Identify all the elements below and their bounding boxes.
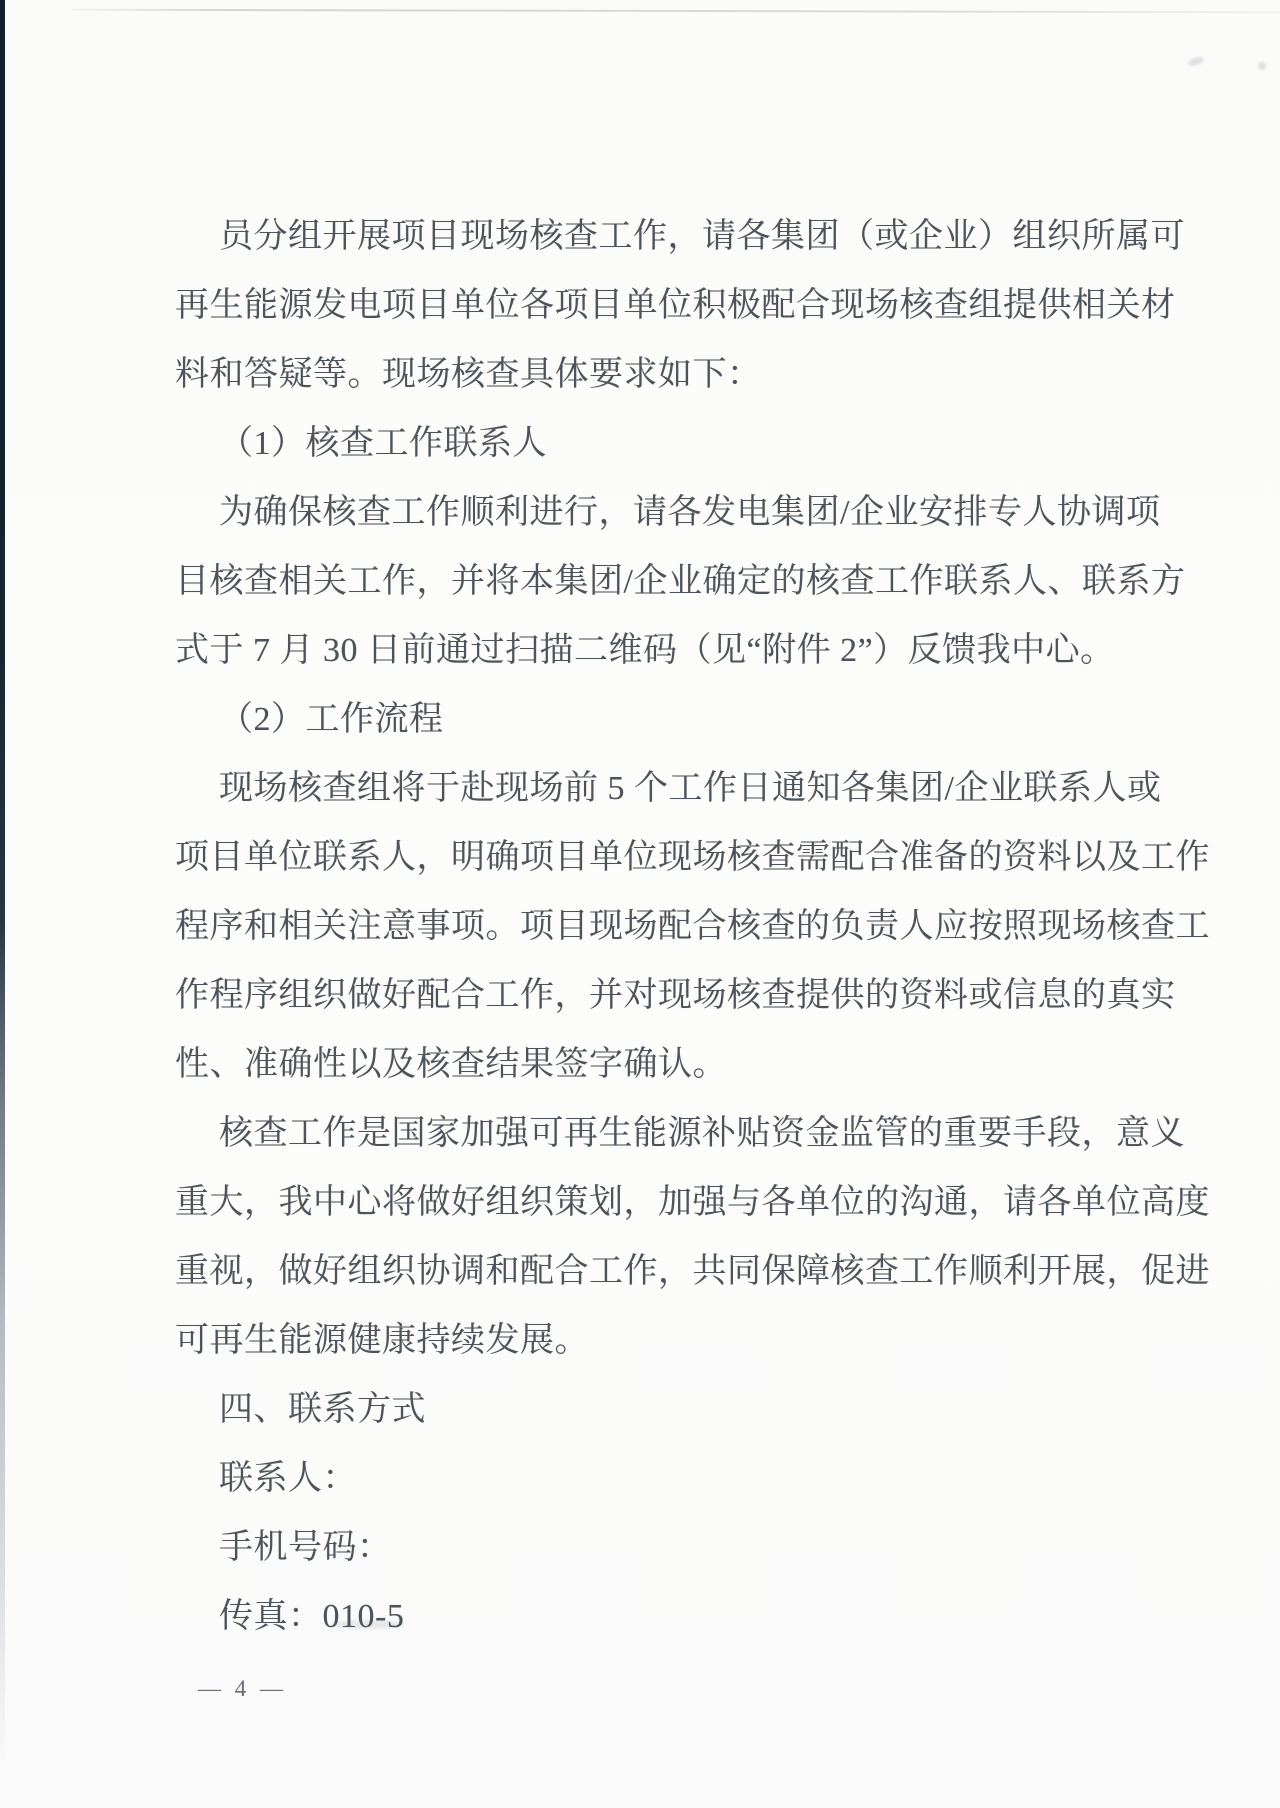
text-line: 目核查相关工作，并将本集团/企业确定的核查工作联系人、联系方 [175, 563, 1186, 600]
text-line: 作程序组织做好配合工作，并对现场核查提供的资料或信息的真实 [175, 977, 1176, 1014]
text-line: 四、联系方式 [219, 1391, 426, 1428]
document-body [175, 202, 1210, 1651]
page-footer [198, 1676, 287, 1702]
text-line: 再生能源发电项目单位各项目单位积极配合现场核查组提供相关材 [175, 287, 1176, 324]
scan-line-artifact [72, 9, 1280, 14]
text-line: 传真：010-5 [219, 1598, 405, 1635]
text-line: 性、准确性以及核查结果签字确认。 [175, 1046, 727, 1083]
text-line: 现场核查组将于赴现场前 5 个工作日通知各集团/企业联系人或 [219, 770, 1162, 807]
text-line: 员分组开展项目现场核查工作，请各集团（或企业）组织所属可 [219, 218, 1185, 255]
scan-smudge [1187, 56, 1204, 68]
scan-edge-artifact [0, 0, 5, 1770]
text-line: 为确保核查工作顺利进行，请各发电集团/企业安排专人协调项 [219, 494, 1161, 531]
text-line: 联系人： [219, 1460, 357, 1497]
text-line: 项目单位联系人，明确项目单位现场核查需配合准备的资料以及工作 [175, 839, 1210, 876]
text-line: （2）工作流程 [219, 701, 444, 738]
text-line: 料和答疑等。现场核查具体要求如下： [175, 356, 762, 393]
text-line: 式于 7 月 30 日前通过扫描二维码（见“附件 2”）反馈我中心。 [175, 632, 1115, 669]
text-line: 可再生能源健康持续发展。 [175, 1322, 589, 1359]
scan-smudge [1258, 62, 1266, 70]
page-number: — 4 — [198, 1676, 287, 1701]
text-line: 手机号码： [219, 1529, 392, 1566]
text-line: （1）核查工作联系人 [219, 425, 547, 462]
text-line: 重视，做好组织协调和配合工作，共同保障核查工作顺利开展，促进 [175, 1253, 1210, 1290]
text-line: 核查工作是国家加强可再生能源补贴资金监管的重要手段，意义 [219, 1115, 1185, 1152]
text-line: 重大，我中心将做好组织策划，加强与各单位的沟通，请各单位高度 [175, 1184, 1210, 1221]
text-line: 程序和相关注意事项。项目现场配合核查的负责人应按照现场核查工 [175, 908, 1210, 945]
